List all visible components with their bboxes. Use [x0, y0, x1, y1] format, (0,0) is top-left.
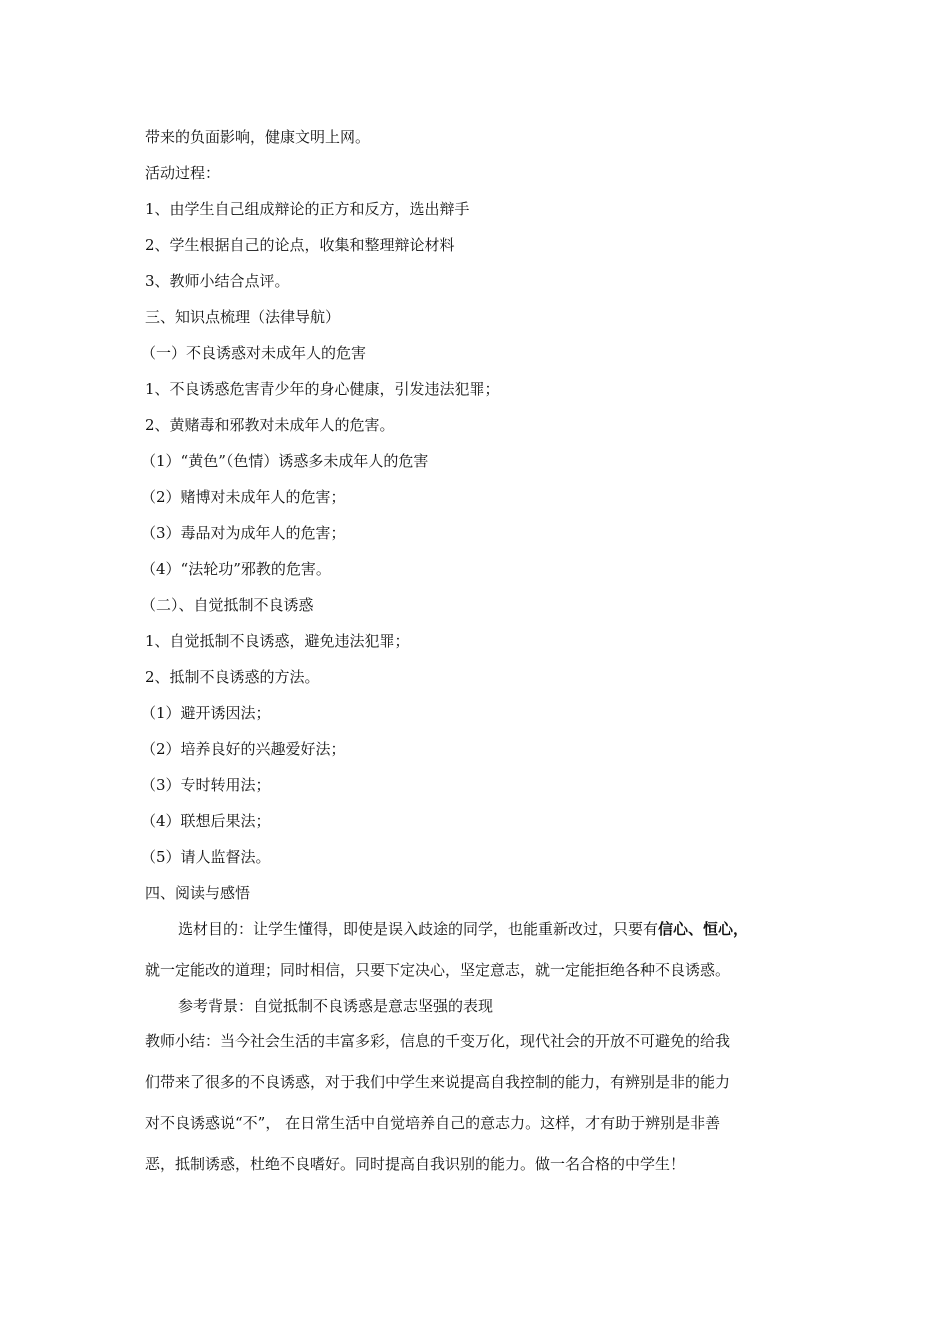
- text-line: 带来的负面影响，健康文明上网。: [145, 128, 371, 146]
- purpose-text: 选材目的：让学生懂得，即使是误入歧途的同学，也能重新改过，只要有: [178, 920, 659, 938]
- purpose-emphasis: 信心、恒心，: [658, 920, 749, 938]
- list-item: （2）培养良好的兴趣爱好法；: [141, 740, 346, 758]
- list-item: （1）“黄色”（色情）诱惑多未成年人的危害: [141, 452, 429, 470]
- list-item: 2、黄赌毒和邪教对未成年人的危害。: [145, 416, 395, 434]
- list-item: 1、由学生自己组成辩论的正方和反方，选出辩手: [145, 200, 470, 218]
- section-heading: 三、知识点梳理（法律导航）: [145, 308, 341, 326]
- background-text: 参考背景：自觉抵制不良诱惑是意志坚强的表现: [178, 997, 494, 1015]
- summary-line: 教师小结：当今社会生活的丰富多彩，信息的千变万化，现代社会的开放不可避免的给我: [145, 1032, 731, 1050]
- subsection-heading: （一）不良诱惑对未成年人的危害: [141, 344, 367, 362]
- summary-line: 恶，抵制诱惑，杜绝不良嗜好。同时提高自我识别的能力。做一名合格的中学生！: [145, 1155, 686, 1173]
- list-item: 1、不良诱惑危害青少年的身心健康，引发违法犯罪；: [145, 380, 500, 398]
- text-line: 活动过程：: [145, 164, 221, 182]
- purpose-paragraph: [178, 919, 748, 939]
- list-item: （2）赌博对未成年人的危害；: [141, 488, 346, 506]
- list-item: （4）联想后果法；: [141, 812, 271, 830]
- list-item: （3）专时转用法；: [141, 776, 271, 794]
- subsection-heading: （二）、自觉抵制不良诱惑: [141, 596, 314, 614]
- list-item: （4）“法轮功”邪教的危害。: [141, 560, 331, 578]
- list-item: （1）避开诱因法；: [141, 704, 271, 722]
- list-item: （5）请人监督法。: [141, 848, 271, 866]
- list-item: （3）毒品对为成年人的危害；: [141, 524, 346, 542]
- purpose-continuation: 就一定能改的道理；同时相信，只要下定决心，坚定意志，就一定能拒绝各种不良诱惑。: [145, 961, 731, 979]
- summary-line: 们带来了很多的不良诱惑，对于我们中学生来说提高自我控制的能力，有辨别是非的能力: [145, 1073, 731, 1091]
- section-heading: 四、阅读与感悟: [145, 884, 251, 902]
- list-item: 2、学生根据自己的论点，收集和整理辩论材料: [145, 236, 455, 254]
- summary-line: 对不良诱惑说“不”， 在日常生活中自觉培养自己的意志力。这样，才有助于辨别是非善: [145, 1114, 721, 1132]
- list-item: 2、抵制不良诱惑的方法。: [145, 668, 320, 686]
- list-item: 1、自觉抵制不良诱惑，避免违法犯罪；: [145, 632, 410, 650]
- list-item: 3、教师小结合点评。: [145, 272, 290, 290]
